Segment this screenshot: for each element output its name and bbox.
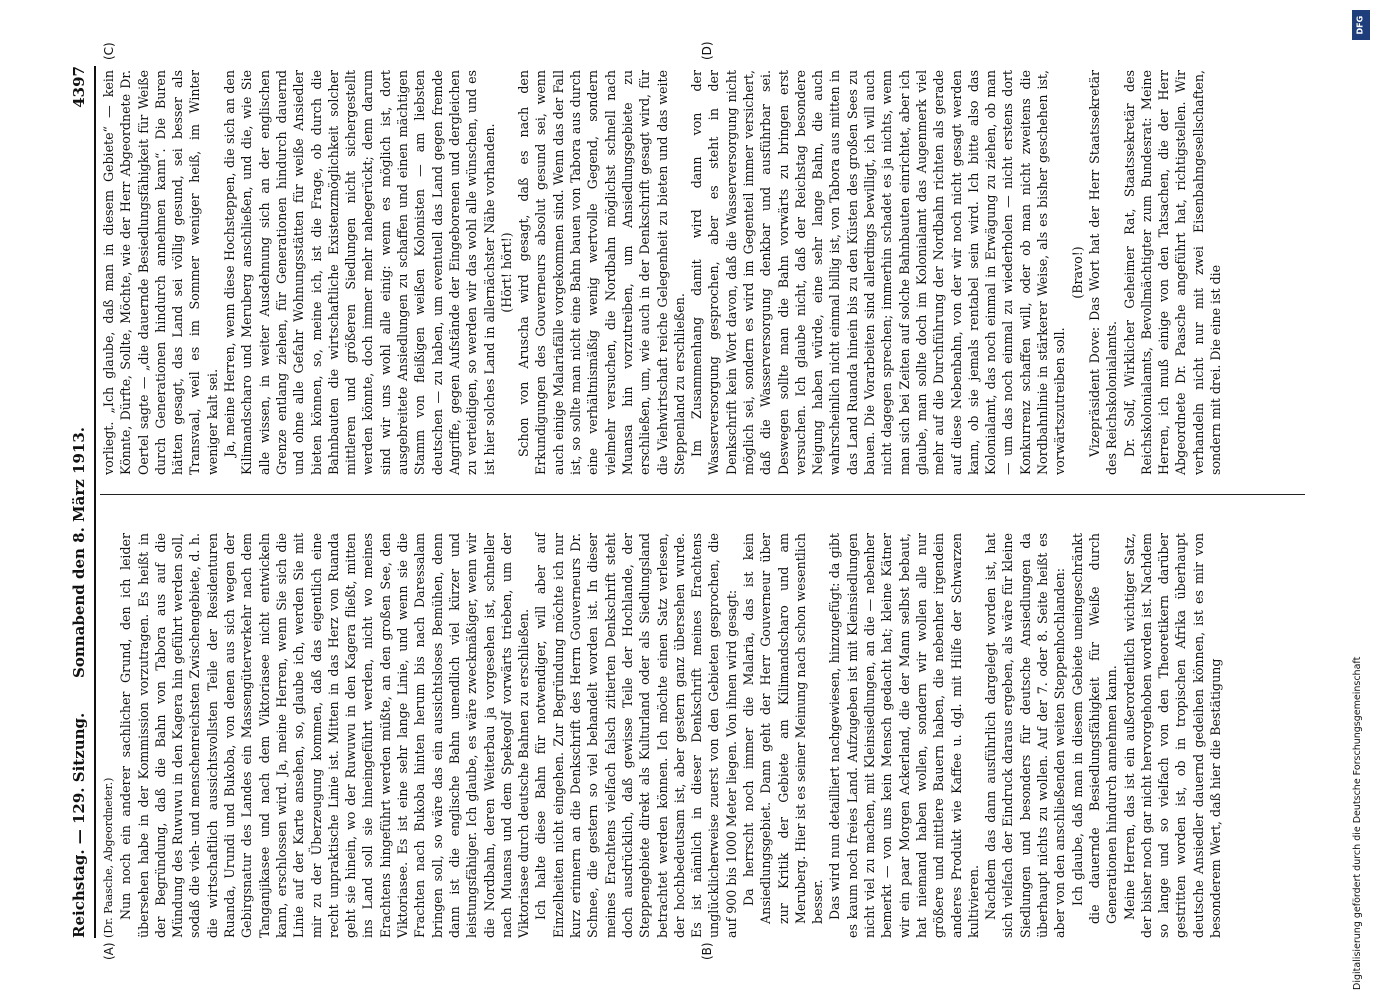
paragraph: Das wird nun detailliert nachgewiesen, hinzugefügt: da gibt es kaum noch freies Land. Aufzugeben ist mit Kleinsiedlungen nicht viel zu machen, mit Kleinsiedlungen, an die — nebenher bemerkt — von uns kein Mensch gedacht hat; kleine Kätner wir ein paar Morgen Ackerland, die der Mann selbst bebaut, hat niemand haben wollen, sondern wir wollen alle nur größere und mittlere Bauern haben, die nebenher irgendein anderes Produkt wie Kaffee u. dgl. mit Hilfe der Schwarzen kultivieren. xyxy=(827,533,981,938)
speaker-paragraph: Dr. Solf, Wirklicher Geheimer Rat, Staatssekretär des Reichskolonialamts, Bevollmächtigter zum Bundesrat: Meine Herren, ich muß einige von den Tatsachen, die der Herr Abgeordnete Dr. Paasche angeführt hat, richtigstellen. Wir verhandeln nicht nur mit zwei Eisenbahngesellschaften, sondern mit drei. Die eine ist die xyxy=(1121,70,1223,475)
page-number: 4397 xyxy=(70,66,88,108)
margin-marker-d: (D) xyxy=(700,41,714,60)
quoted-paragraph: Ich glaube, daß man in diesem Gebiete uneingeschränkt die dauernde Besiedlungsfähigkeit für Weiße durch Generationen hindurch annehmen kann. xyxy=(1069,533,1120,924)
margin-marker-b: (B) xyxy=(700,942,714,960)
page-header xyxy=(66,66,96,938)
margin-marker-c: (C) xyxy=(102,42,116,60)
speaker-paragraph: Vizepräsident Dove: Das Wort hat der Herr Staatssekretär des Reichskolonialamts. xyxy=(1086,70,1120,475)
left-column xyxy=(100,533,1224,938)
paragraph: Ich halte diese Bahn für notwendiger, will aber auf Einzelheiten nicht eingehen. Zur Begründung möchte ich nur kurz erinnern an die Denkschrift des Herrn Gouverneurs Dr. Schnee, die gestern so viel behandelt worden ist. In dieser meines Erachtens vielfach falsch zitierten Denkschrift steht doch ausdrücklich, daß gewisse Teile der Hochlande, der Steppengebiete direkt als Kulturland oder als Siedlungsland betrachtet werden können. Ich möchte einen Satz verlesen, der hochbedeutsam ist, aber gestern ganz übersehen wurde. Es ist nämlich in dieser Denkschrift meines Erachtens unglücklicherweise zuerst von den Gebieten gesprochen, die auf 900 bis 1000 Meter liegen. Von ihnen wird gesagt: xyxy=(533,533,739,938)
paragraph: Ja, meine Herren, wenn diese Hochsteppen, die sich an den Kilimandscharo und Meruberg anschließen, und die, wie Sie alle wissen, in weiter Ausdehnung sich an der englischen Grenze entlang ziehen, für Generationen hindurch dauernd und ohne alle Gefahr Wohnungsstätten für weiße Ansiedler bieten können, so, meine ich, ist die Frage, ob durch die Bahnbauten die wirtschaftliche Existenzmöglichkeit solcher mittleren und größeren Siedlungen nicht sichergestellt werden könnte, doch immer mehr nahegerückt; denn darum sind wir uns wohl alle einig: wenn es möglich ist, dort ausgebreitete Ansiedlungen zu schaffen und einen mächtigen Stamm von fleißigen weißen Kolonisten — am liebsten deutschen — zu haben, um eventuell das Land gegen fremde Angriffe, gegen Aufstände der Eingeborenen und dergleichen zu verteidigen, so werden wir das wohl alle wünschen, und es ist hier solches Land in allernächster Nähe vorhanden. xyxy=(222,70,497,475)
header-session: Reichstag. — 129. Sitzung. xyxy=(70,712,88,938)
right-column xyxy=(100,70,1224,475)
credit-text: Digitalisierung gefördert durch die Deutsche Forschungsgemeinschaft xyxy=(1352,656,1363,990)
interjection: (Bravo!) xyxy=(1069,246,1085,299)
interjection: (Hört! hört!) xyxy=(498,232,514,313)
dfg-logo: DFG xyxy=(1352,10,1370,40)
paragraph: Meine Herren, das ist ein außerordentlich wichtiger Satz, der bisher noch gar nicht hervorgehoben worden ist. Nachdem so lange und so vielfach von den Theoretikern darüber gestritten worden ist, ob in tropischen Afrika überhaupt deutsche Ansiedler dauernd gedeihen können, ist es mir von besonderem Wert, daß hier die Bestätigung xyxy=(1121,533,1223,938)
column-divider xyxy=(100,494,1305,495)
paragraph: vorliegt. „Ich glaube, daß man in diesem Gebiete“ — kein Könnte, Dürfte, Sollte, Möchte, wie der Herr Abgeordnete Dr. Oertel sagte — „die dauernde Besiedlungsfähigkeit für Weiße durch Generationen hindurch annehmen kann“. Die Buren hätten gesagt, das Land sei völlig gesund, sei besser als Transvaal, weil es im Sommer weniger heiß, im Winter weniger kalt sei. xyxy=(101,70,220,475)
digitization-credit xyxy=(1352,10,1374,990)
paragraph: Im Zusammenhang damit wird dann von der Wasserversorgung gesprochen, aber es steht in der Denkschrift kein Wort davon, daß die Wasserversorgung nicht möglich sei, sondern es wird im Gegenteil immer versichert, daß die Wasserversorgung denkbar und ausführbar sei. Deswegen sollte man die Bahn vorwärts zu bringen erst versuchen. Ich glaube nicht, daß der Reichstag besondere Neigung haben würde, eine sehr lange Bahn, die auch wahrscheinlich nicht einmal billig ist, von Tabora aus mitten in das Land Ruanda hinein bis zu den Küsten des großen Sees zu bauen. Die Vorarbeiten sind allerdings bewilligt, ich will auch nicht dagegen sprechen; immerhin schadet es ja nichts, wenn man sich bei Zeiten auf solche Bahnbauten einrichtet, aber ich glaube, man sollte doch im Kolonialamt das Augenmerk viel mehr auf die Durchführung der Nordbahn richten als gerade auf diese Nebenbahn, von der wir noch nicht gesagt werden kann, ob sie jemals rentabel sein wird. Ich bitte also das Kolonialamt, das noch einmal in Erwägung zu ziehen, ob man — um das noch einmal zu wiederholen — nicht erstens dort Konkurrenz schaffen will, oder ob man nicht zweitens die Nordbahnlinie in stärkerer Weise, als es bisher geschehen ist, vorwärtszutreiben soll. xyxy=(689,70,1068,475)
header-date: Sonnabend den 8. März 1913. xyxy=(70,427,88,678)
quoted-paragraph: Da herrscht noch immer die Malaria, das ist kein Ansiedlungsgebiet. Dann geht der Herr Gouverneur über zur Kritik der Gebiete am Kilimandscharo und am Meruberg. Hier ist es seiner Meinung nach schon wesentlich besser. xyxy=(740,533,826,924)
paragraph: Nun noch ein anderer sachlicher Grund, den ich leider übersehen habe in der Kommission vorzutragen. Es heißt in der Begründung, daß die Bahn von Tabora aus auf die Mündung des Ruwuwu in den Kagera hin geführt werden soll, sodaß die vieh- und menschenreichsten Zwischengebiete, d. h. die wirtschaftlich aussichtsvollsten Teile der Residenturen Ruanda, Urundi und Bukoba, von denen aus sich wegen der Gebirgsnatur des Landes ein Massengüterverkehr nach dem Tanganjikasee und nach dem Viktoriasee nicht entwickeln kann, erschlossen wird. Ja, meine Herren, wenn Sie sich die Linie auf der Karte ansehen, so, glaube ich, werden Sie mit mir zu der Überzeugung kommen, daß das eigentlich eine recht unpraktische Linie ist. Mitten in das Herz von Ruanda geht sie hinein, wo der Ruwuwu in den Kagera fließt, mitten ins Land soll sie hineingeführt werden, nicht wo meines Erachtens hingeführt werden müßte, an den großen See, den Viktoriasee. Es ist eine sehr lange Linie, und wenn sie die Frachten nach Bukoba hinten herum bis nach Daressalam bringen soll, so wäre das ein aussichtsloses Bemühen, denn dann ist die englische Bahn unendlich viel kürzer und leistungsfähiger. Ich glaube, es wäre zweckmäßiger, wenn wir die Nordbahn, deren Weiterbau ja vorgesehen ist, schneller nach Muansa und dem Spekegolf vorwärts trieben, um der Viktoriasee durch deutsche Bahnen zu erschließen. xyxy=(118,533,532,938)
speaker-note: (Dr. Paasche, Abgeordneter.) xyxy=(102,777,115,938)
paragraph: Nachdem das dann ausführlich dargelegt worden ist, hat sich vielfach der Eindruck daraus ergeben, als wäre für kleine Siedlungen und besonders für deutsche Ansiedlungen da überhaupt nichts zu wollen. Auf der 7. oder 8. Seite heißt es aber von den anschließenden weiten Steppenhochlanden: xyxy=(983,533,1068,938)
paragraph: Schon von Aruscha wird gesagt, daß es nach den Erkundigungen des Gouverneurs absolut gesund sei, wenn auch einige Malariafälle vorgekommen sind. Wenn das der Fall ist, so sollte man nicht eine Bahn bauen von Tabora aus durch eine verhältnismäßig wenig wertvolle Gegend, sondern vielmehr versuchen, die Nordbahn möglichst schnell nach Muansa hin vorzutreiben, um Ansiedlungsgebiete zu erschließen, um, wie auch in der Denkschrift gesagt wird, für die Viehwirtschaft reiche Gelegenheit zu bieten und das weite Steppenland zu erschließen. xyxy=(516,70,687,475)
margin-marker-a: (A) xyxy=(102,942,116,960)
